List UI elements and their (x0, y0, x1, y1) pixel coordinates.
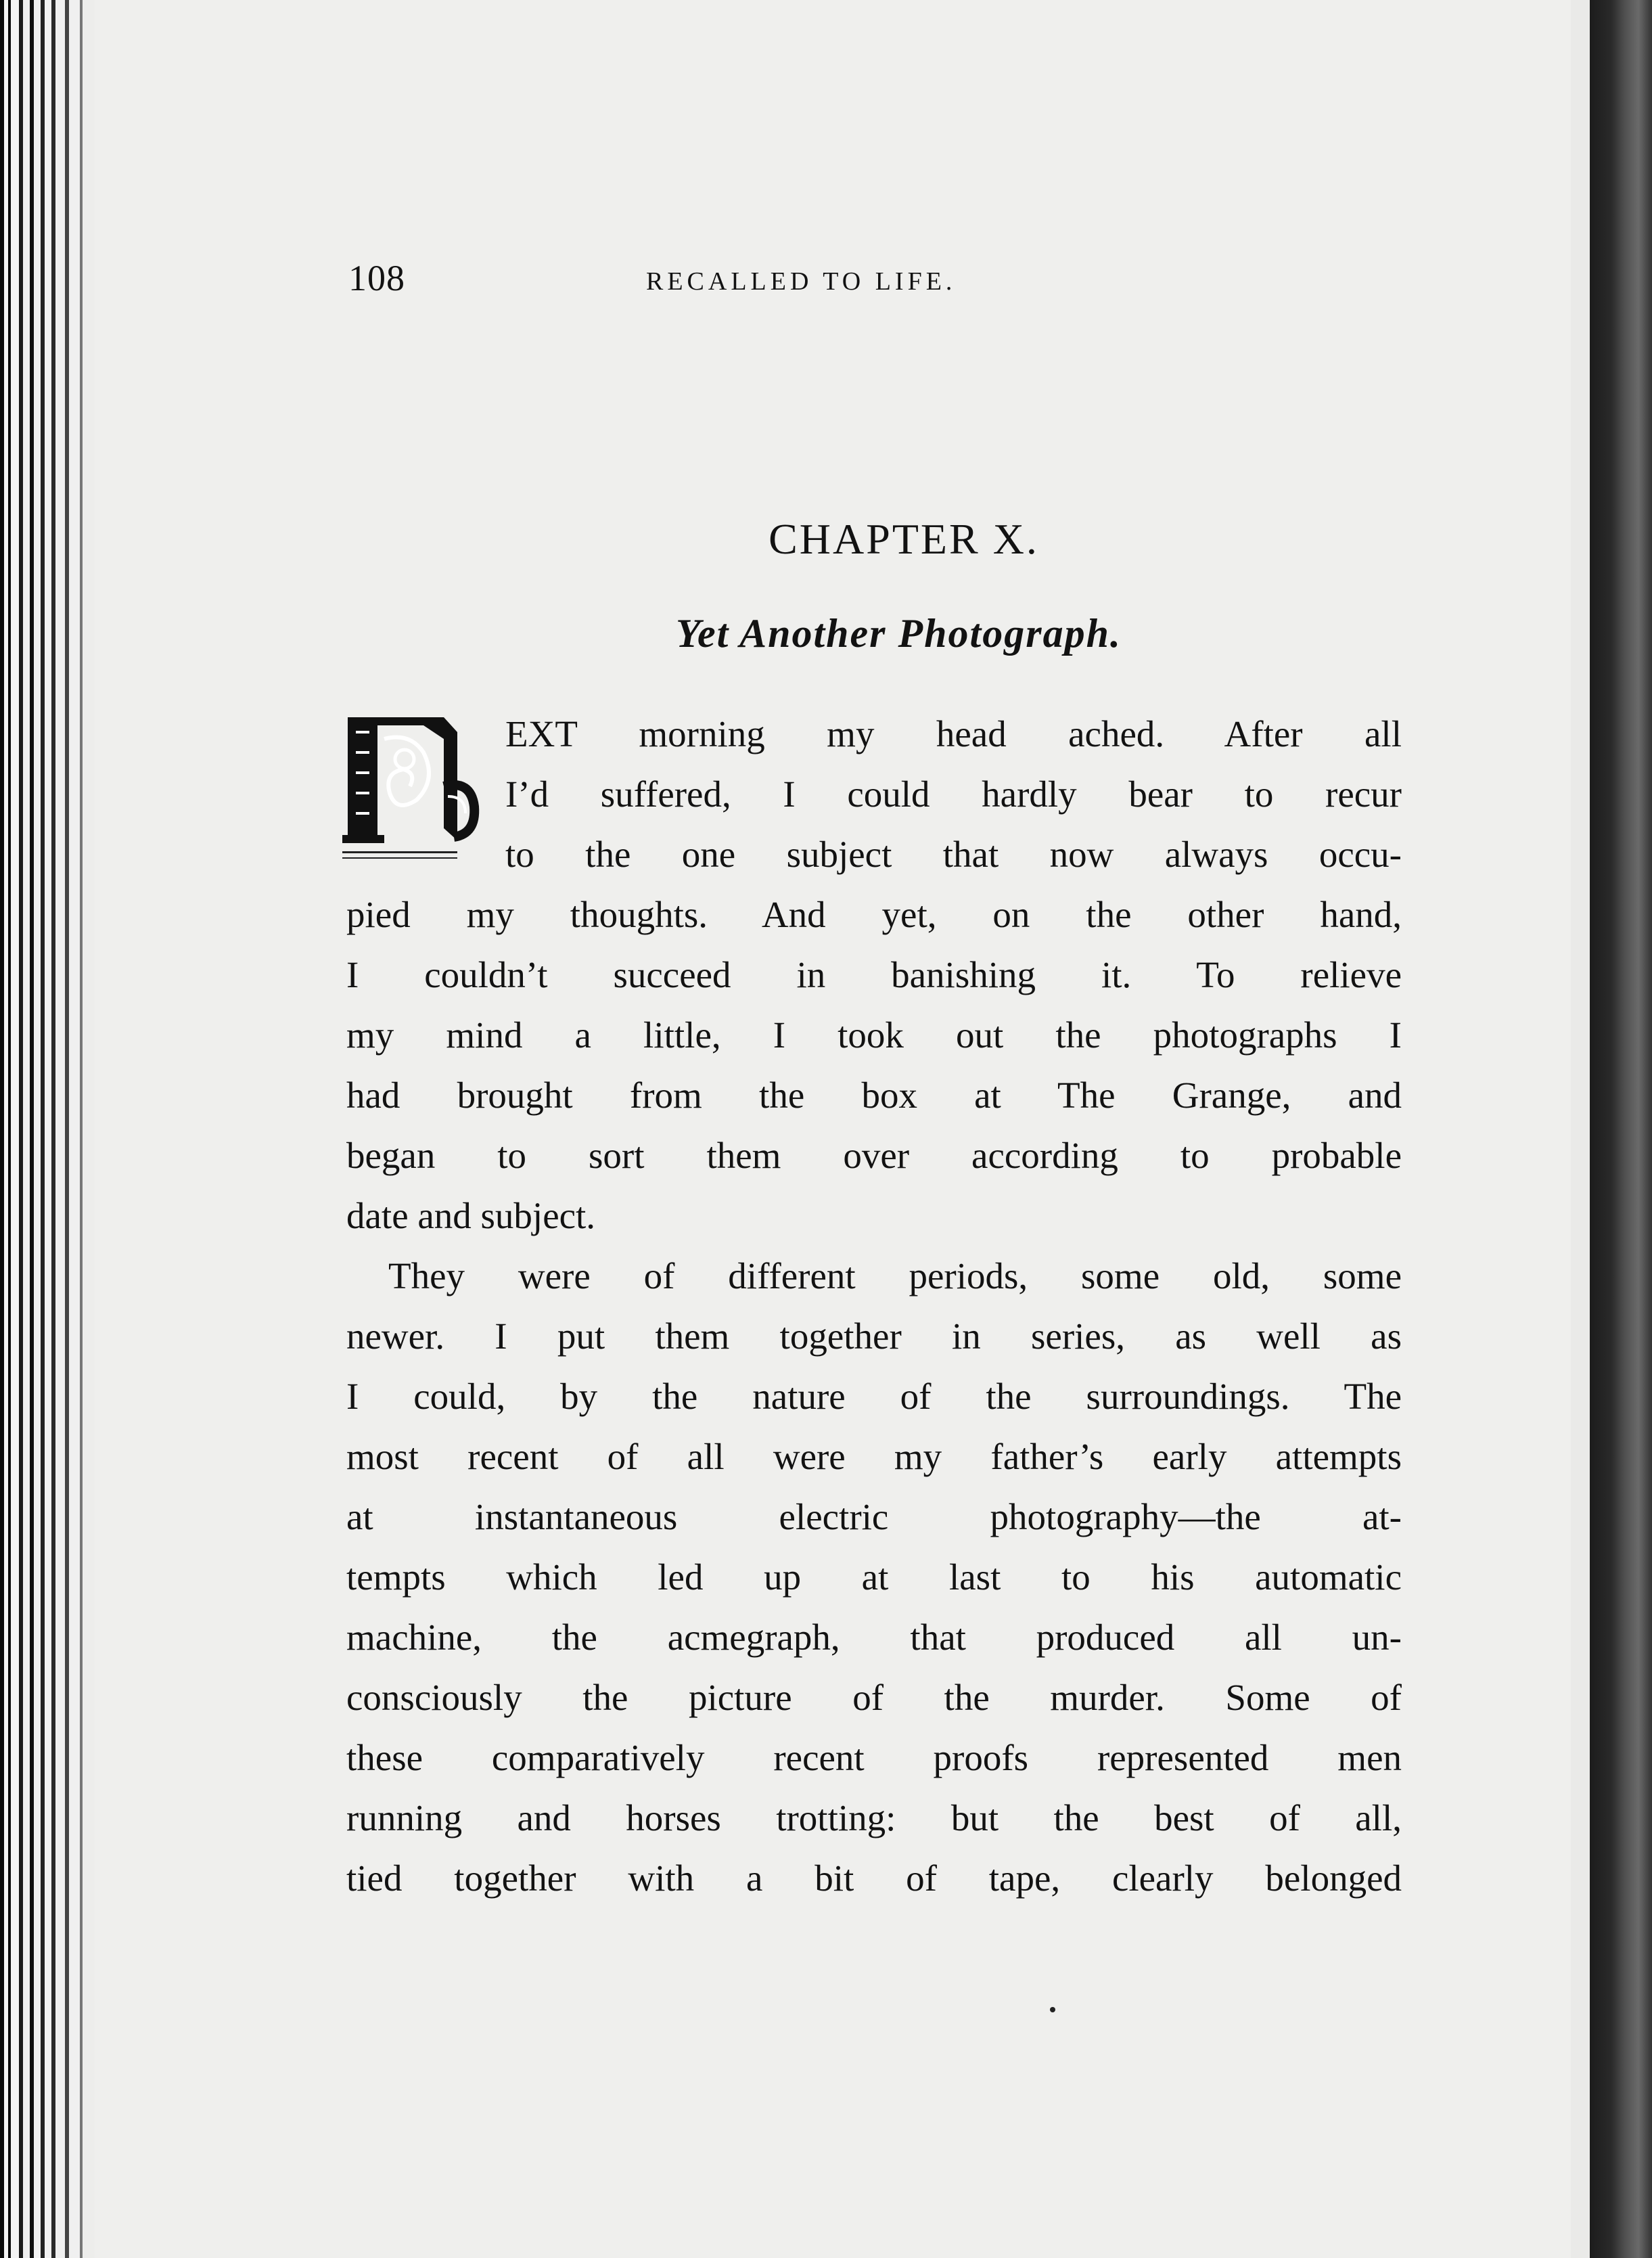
text-line: I could, by the nature of the surroundings. The (346, 1376, 1402, 1417)
text-line: EXT morning my head ached. After all (505, 713, 1402, 754)
drop-cap-n-ornament (342, 712, 484, 847)
text-line: had brought from the box at The Grange, and (346, 1075, 1402, 1116)
text-line: to the one subject that now always occu- (505, 834, 1402, 875)
chapter-subtitle: Yet Another Photograph. (676, 611, 1122, 656)
text-line: these comparatively recent proofs represented men (346, 1737, 1402, 1778)
text-line: consciously the picture of the murder. Some of (346, 1677, 1402, 1718)
text-line: tempts which led up at last to his automatic (346, 1556, 1402, 1598)
drop-cap-rule (342, 851, 457, 859)
text-line: date and subject. (346, 1195, 596, 1236)
text-line: at instantaneous electric photography—the at- (346, 1496, 1402, 1537)
ink-speck (1050, 2007, 1055, 2012)
text-line: running and horses trotting: but the best of all, (346, 1797, 1402, 1838)
right-page-edge (1571, 0, 1652, 2258)
text-line: pied my thoughts. And yet, on the other hand, (346, 894, 1402, 935)
text-line: my mind a little, I took out the photographs I (346, 1014, 1402, 1056)
text-line: began to sort them over according to probable (346, 1135, 1402, 1176)
running-title: RECALLED TO LIFE. (646, 267, 957, 296)
text-line: machine, the acmegraph, that produced all un- (346, 1617, 1402, 1658)
text-line: tied together with a bit of tape, clearly belonged (346, 1857, 1402, 1899)
book-page (95, 0, 1571, 2258)
left-binding-edge (0, 0, 95, 2258)
running-head (348, 257, 1109, 304)
chapter-title: CHAPTER X. (768, 515, 1039, 563)
page-number: 108 (348, 258, 405, 298)
body-text (346, 704, 1402, 1908)
text-line: newer. I put them together in series, as well as (346, 1315, 1402, 1357)
text-line: most recent of all were my father’s early attempts (346, 1436, 1402, 1477)
text-line: I couldn’t succeed in banishing it. To relieve (346, 954, 1402, 995)
text-line: They were of different periods, some old, some (388, 1255, 1402, 1296)
text-line: I’d suffered, I could hardly bear to recur (505, 773, 1402, 815)
